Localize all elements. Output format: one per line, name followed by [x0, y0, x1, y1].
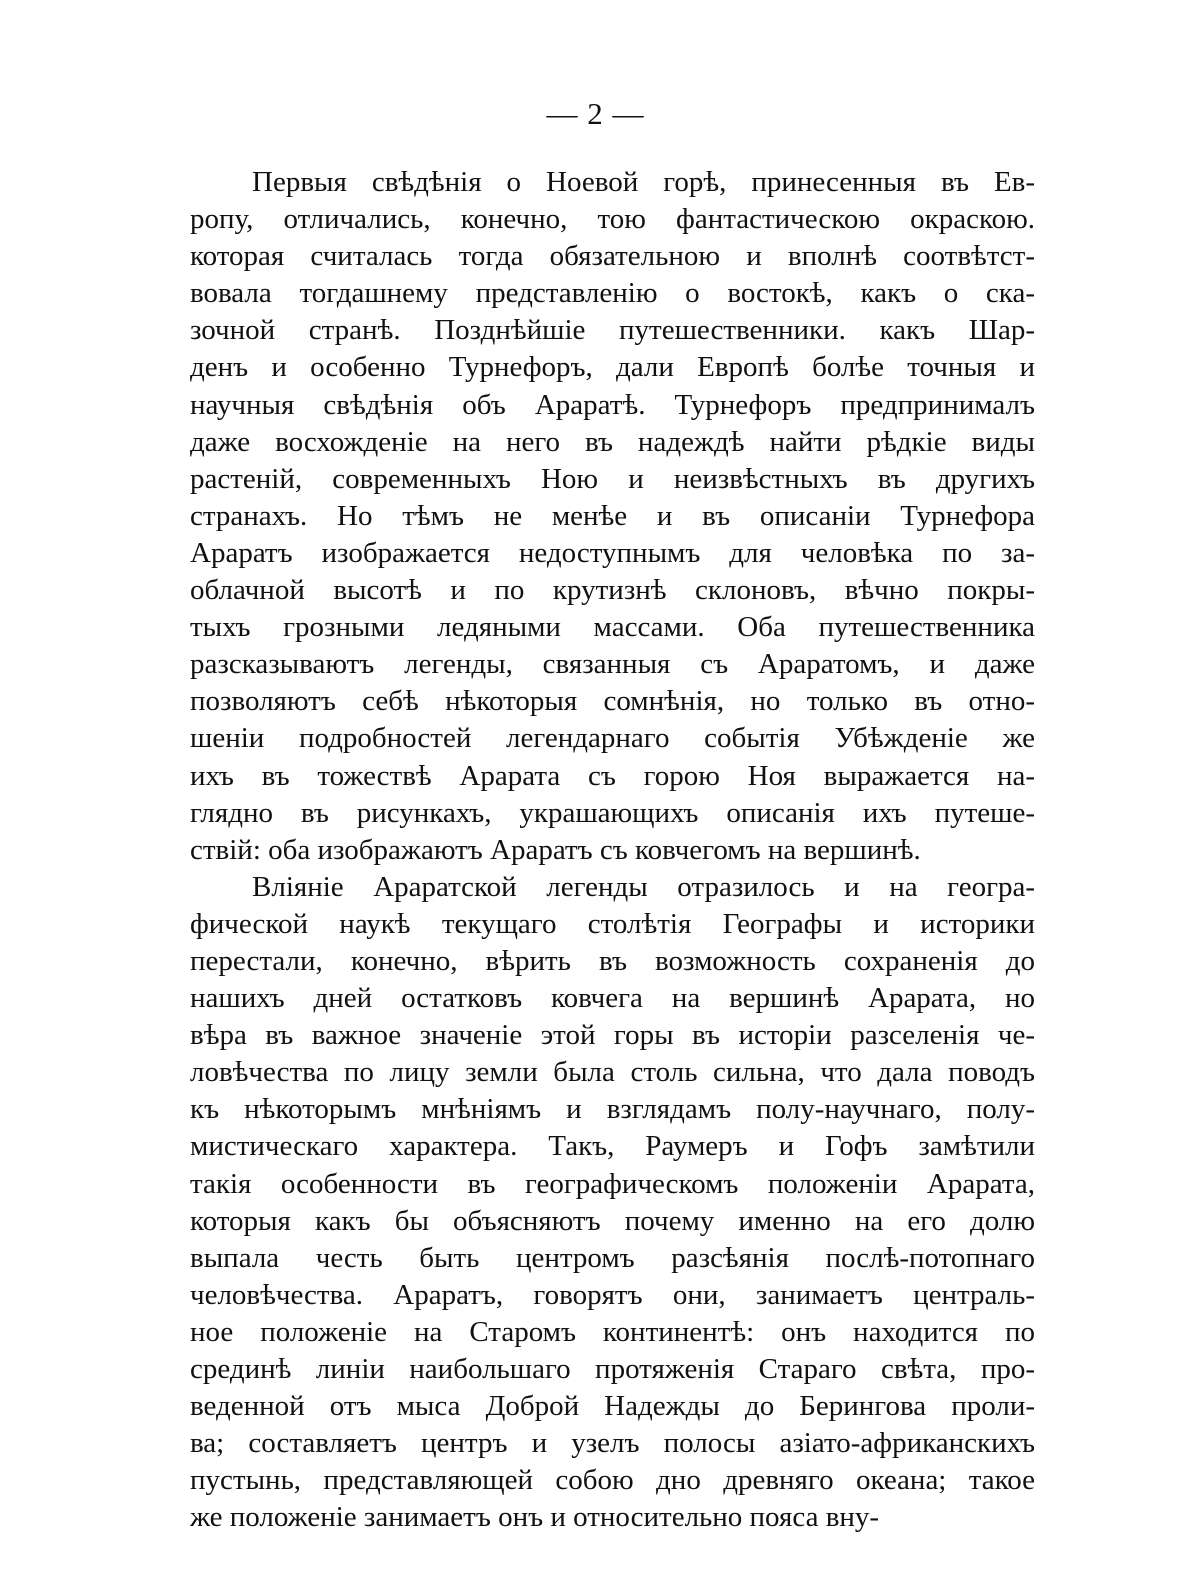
text-line: шеніи подробностей легендарнаго событія Убѣжденіе же: [190, 722, 1035, 755]
text-line: облачной высотѣ и по крутизнѣ склоновъ, вѣчно покры-: [190, 574, 1035, 607]
text-line: ва; составляетъ центръ и узелъ полосы азіато-африканскихъ: [190, 1427, 1035, 1460]
page-number-header: — 2 —: [546, 96, 645, 131]
text-line: человѣчества. Араратъ, говорятъ они, занимаетъ централь-: [190, 1278, 1035, 1311]
text-line: перестали, конечно, вѣрить въ возможность сохраненія до: [190, 944, 1035, 977]
text-line: такія особенности въ географическомъ положеніи Арарата,: [190, 1167, 1035, 1200]
text-line: ствій: оба изображаютъ Араратъ съ ковчегомъ на вершинѣ.: [190, 833, 921, 866]
text-line: разсказываютъ легенды, связанныя съ Араратомъ, и даже: [190, 648, 1035, 681]
text-line: даже восхожденіе на него въ надеждѣ найти рѣдкіе виды: [190, 425, 1035, 458]
text-line: позволяютъ себѣ нѣкоторыя сомнѣнія, но только въ отно-: [190, 685, 1035, 718]
text-line: научныя свѣдѣнія объ Араратѣ. Турнефоръ предпринималъ: [190, 388, 1035, 421]
text-line: мистическаго характера. Такъ, Раумеръ и Гофъ замѣтили: [190, 1130, 1035, 1163]
text-line: денъ и особенно Турнефоръ, дали Европѣ болѣе точныя и: [190, 351, 1035, 384]
text-line: глядно въ рисункахъ, украшающихъ описанія ихъ путеше-: [190, 796, 1035, 829]
text-line: же положеніе занимаетъ онъ и относительно пояса вну-: [190, 1501, 880, 1534]
text-line: которыя какъ бы объясняютъ почему именно на его долю: [190, 1204, 1035, 1237]
text-line: ное положеніе на Старомъ континентѣ: онъ находится по: [190, 1315, 1035, 1348]
text-line: Араратъ изображается недоступнымъ для человѣка по за-: [190, 536, 1035, 569]
text-line: пустынь, представляющей собою дно древняго океана; такое: [190, 1464, 1035, 1497]
text-line: срединѣ линіи наибольшаго протяженія Стараго свѣта, про-: [190, 1353, 1035, 1385]
text-line: веденной отъ мыса Доброй Надежды до Берингова проли-: [190, 1390, 1035, 1423]
text-line: выпала честь быть центромъ разсѣянія послѣ-потопнаго: [190, 1241, 1035, 1274]
text-line: тыхъ грозными ледяными массами. Оба путешественника: [190, 611, 1035, 644]
text-line: которая считалась тогда обязательною и вполнѣ соотвѣтст-: [190, 240, 1035, 273]
text-line: странахъ. Но тѣмъ не менѣе и въ описаніи Турнефора: [190, 499, 1035, 532]
text-line: зочной странѣ. Позднѣйшіе путешественники. какъ Шар-: [190, 314, 1035, 347]
text-line: ропу, отличались, конечно, тою фантастическою окраскою.: [190, 203, 1035, 236]
paragraph-1: [190, 164, 1035, 869]
paragraph-2: [190, 869, 1035, 1537]
text-line: ихъ въ тожествѣ Арарата съ горою Ноя выражается на-: [190, 759, 1035, 792]
text-line: фической наукѣ текущаго столѣтія Географы и историки: [190, 907, 1035, 940]
text-line: вѣра въ важное значеніе этой горы въ исторіи разселенія че-: [190, 1019, 1035, 1052]
body-text: [190, 164, 1035, 1536]
text-line: ловѣчества по лицу земли была столь сильна, что дала поводъ: [190, 1056, 1035, 1089]
text-line: Первыя свѣдѣнія о Ноевой горѣ, принесенныя въ Ев-: [252, 166, 1035, 198]
text-line: вовала тогдашнему представленію о востокѣ, какъ о ска-: [190, 277, 1035, 310]
text-line: нашихъ дней остатковъ ковчега на вершинѣ Арарата, но: [190, 982, 1035, 1015]
text-line: къ нѣкоторымъ мнѣніямъ и взглядамъ полу-научнаго, полу-: [190, 1093, 1035, 1126]
text-line: Вліяніе Араратской легенды отразилось и на геогра-: [252, 870, 1035, 903]
text-line: растеній, современныхъ Ною и неизвѣстныхъ въ другихъ: [190, 462, 1035, 495]
